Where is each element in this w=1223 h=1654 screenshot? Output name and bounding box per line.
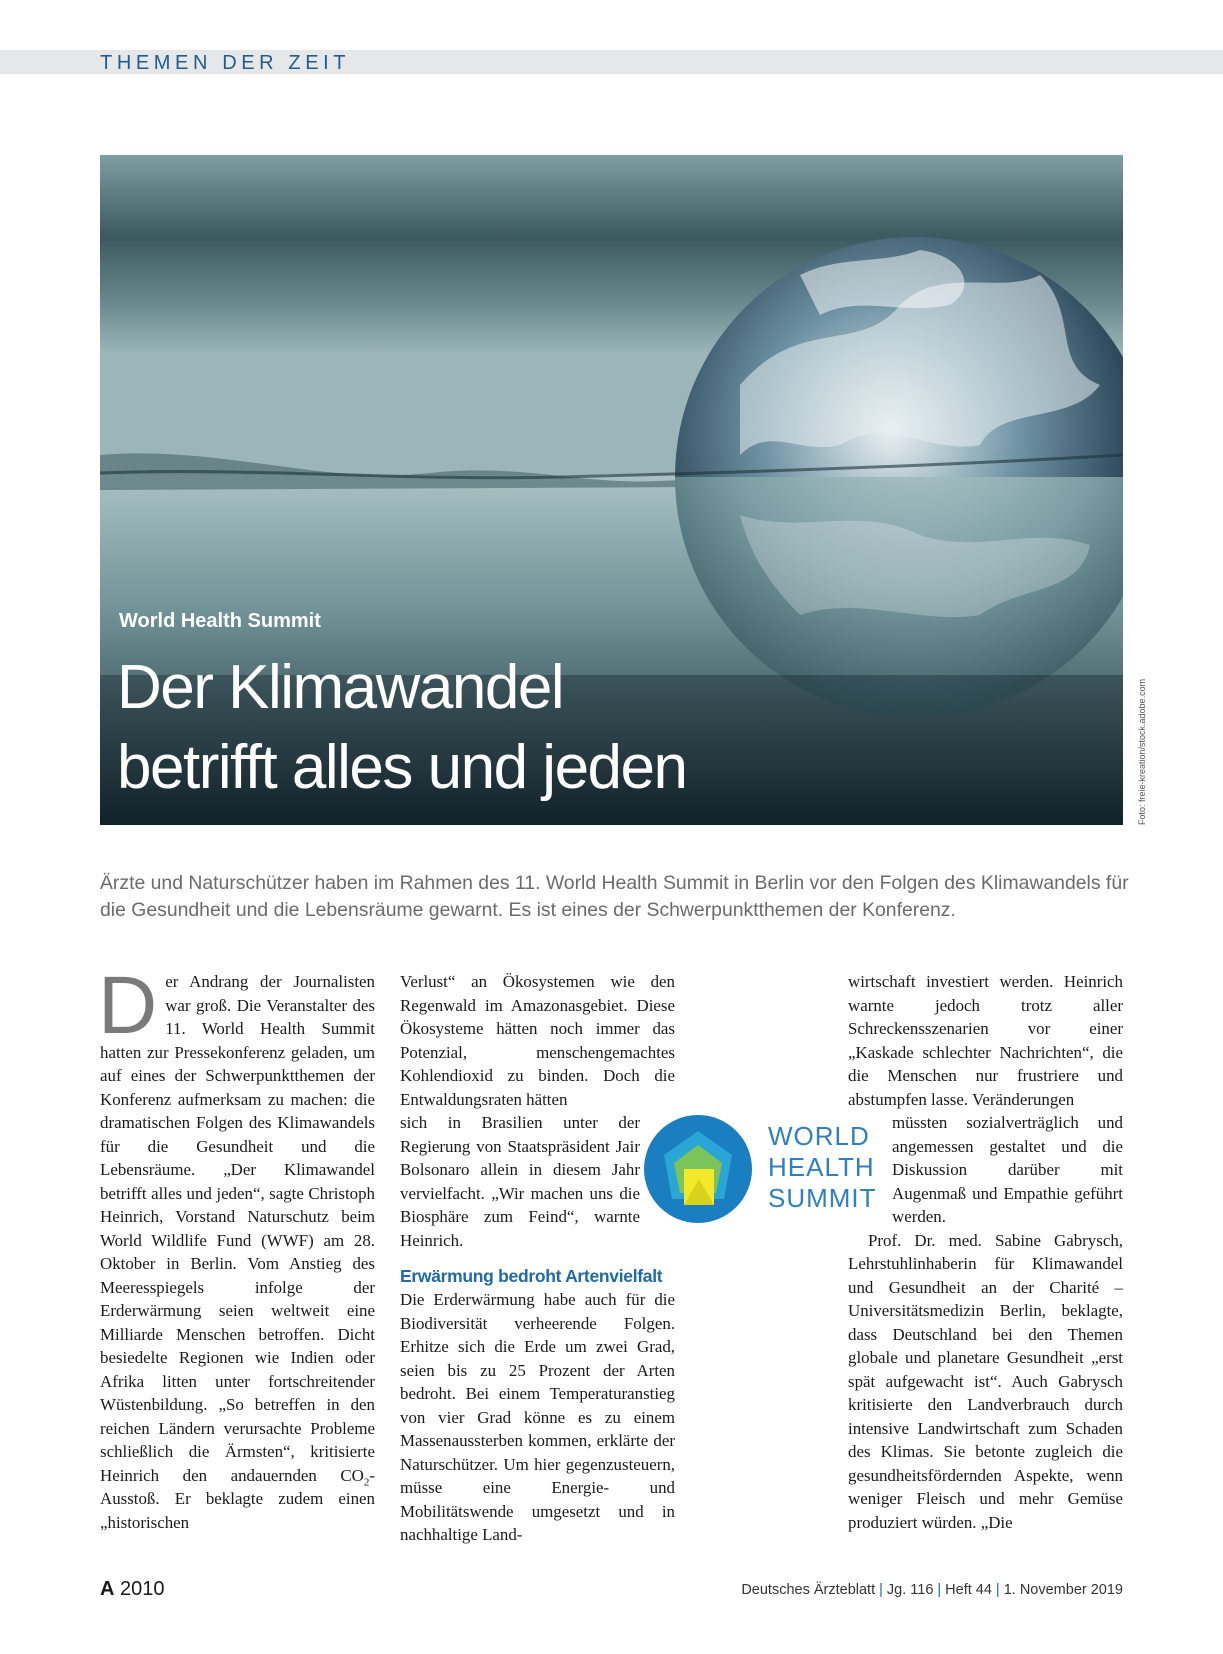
separator: |: [879, 1582, 883, 1598]
logo-line: WORLD: [768, 1121, 870, 1151]
summit-logo-icon: [642, 1113, 754, 1225]
article-paragraph: [98, 960, 375, 1534]
journal-date: 1. November 2019: [1003, 1582, 1123, 1598]
world-health-summit-logo: [642, 1113, 882, 1228]
article-title-line-1: Der Klimawandel: [117, 653, 564, 722]
paragraph-text: -Ausstoß. Er beklagte zudem einen „historischen: [100, 1465, 375, 1532]
hero-image: [100, 155, 1123, 825]
article-title-line-2: betrifft alles und jeden: [117, 733, 687, 802]
separator: |: [995, 1582, 1000, 1598]
section-label: THEMEN DER ZEIT: [100, 52, 351, 74]
article-paragraph: Die Erderwärmung habe auch für die Biodiversität verheerende Folgen. Erhitze sich die Erde um zwei Grad, seien bis zu 25 Prozent der Arten bedroht. Bei einem Temperaturanstieg von vier Grad könne es zu einem Massenaussterben kommen, erklärte der Naturschützer. Um hier gegenzusteuern, müsse eine Energie- und Mobilitätswende umgesetzt und in nachhaltige Land-: [400, 1290, 675, 1544]
journal-name: Deutsches Ärzteblatt: [741, 1582, 876, 1598]
journal-issue: Heft 44: [945, 1582, 992, 1598]
page-number: [100, 1578, 165, 1601]
article-title: [117, 648, 687, 808]
logo-line: SUMMIT: [768, 1183, 877, 1213]
photo-credit: Foto: freie-kreation/stock.adobe.com: [1137, 678, 1147, 825]
article-column-2: [400, 970, 675, 1547]
journal-volume: Jg. 116: [886, 1582, 934, 1598]
article-column-3: [848, 970, 1123, 1534]
article-subheading: Erwärmung bedroht Artenvielfalt: [400, 1266, 663, 1286]
article-paragraph: Prof. Dr. med. Sabine Gabrysch, Lehrstuhlinhaberin für Klimawandel und Gesundheit an der Charité – Universitätsmedizin Berlin, beklagte, dass Deutschland bei den Themen globale und planetare Gesundheit „erst spät aufgewacht ist“. Auch Gabrysch kritisierte den Landverbrauch durch intensive Landwirtschaft zum Schaden des Klimas. Sie betonte zugleich die gesundheitsfördernden Aspekte, wenn weniger Fleisch und mehr Gemüse produziert würden. „Die: [848, 1230, 1123, 1532]
footer-citation: [741, 1582, 1123, 1598]
logo-line: HEALTH: [768, 1152, 875, 1182]
article-lead: Ärzte und Naturschützer haben im Rahmen des 11. World Health Summit in Berlin vor den Folgen des Klimawandels für die Gesundheit und die Lebensräume gewarnt. Es ist eines der Schwerpunktthemen der Konferenz.: [100, 872, 1129, 921]
article-paragraph: müssten sozialverträglich und angemessen gestaltet und die Diskussion darüber mit Augenmaß und Empathie geführt werden.: [892, 1113, 1123, 1226]
paragraph-text: er Andrang der Journalisten war groß. Die Veranstalter des 11. World Health Summit hatten zur Pressekonferenz geladen, um auf eines der Schwerpunktthemen der Konferenz aufmerksam zu machen: die dramatischen Folgen des Klimawandels für die Gesundheit und die Lebensräume. „Der Klimawandel betrifft alles und jeden“, sagte Christoph Heinrich, Vorstand Naturschutz beim World Wildlife Fund (WWF) am 28. Oktober in Berlin. Vom Anstieg des Meeresspiegels infolge der Erderwärmung seien weltweit eine Milliarde Menschen betroffen. Dicht besiedelte Regionen wie Indien oder Afrika litten unter fortschreitender Wüstenbildung. „So betreffen in den reichen Ländern verursachte Probleme schließlich die Ärmsten“, kritisierte Heinrich den andauernden CO: [100, 972, 375, 1485]
article-paragraph: wirtschaft investiert werden. Heinrich warnte jedoch trotz aller Schreckensszenarien vor einer „Kaskade schlechter Nachrichten“, die die Menschen nur frustriere und abstumpfen lasse. Veränderungen: [848, 972, 1123, 1109]
drop-cap: D: [98, 960, 158, 1051]
logo-wordmark: [768, 1121, 877, 1214]
article-paragraph: sich in Brasilien unter der Regierung von Staatspräsident Jair Bolsonaro allein in diesem Jahr vervielfacht. „Wir machen uns die Biosphäre zum Feind“, warnte Heinrich.: [400, 1113, 640, 1250]
co2-subscript: 2: [363, 1475, 370, 1488]
separator: |: [937, 1582, 942, 1598]
article-kicker: World Health Summit: [119, 610, 321, 632]
page-number-value: 2010: [120, 1578, 165, 1600]
article-column-1: [98, 960, 375, 1534]
article-paragraph: Verlust“ an Ökosystemen wie den Regenwald im Amazonasgebiet. Diese Ökosysteme hätten noch immer das Potenzial, menschengemachtes Kohlendioxid zu binden. Doch die Entwaldungsraten hätten: [400, 972, 675, 1109]
section-letter: A: [100, 1578, 115, 1600]
